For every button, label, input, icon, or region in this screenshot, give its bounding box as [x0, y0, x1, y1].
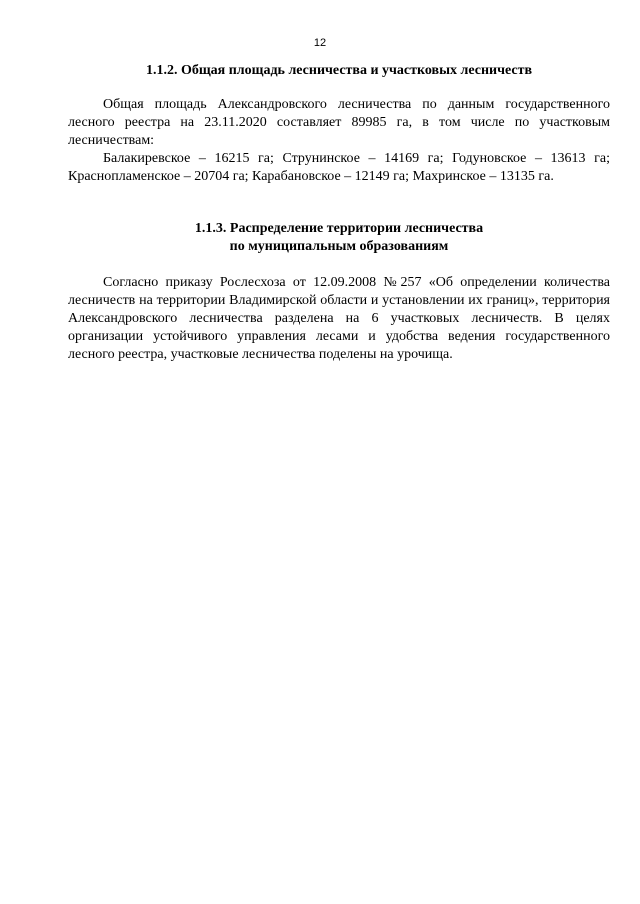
section-heading-distribution-line-1: 1.1.3. Распределение территории лесничества: [194, 221, 484, 236]
section-heading-distribution: [68, 220, 610, 256]
section-heading-total-area: 1.1.2. Общая площадь лесничества и участковых лесничеств: [145, 63, 533, 78]
page-content: [68, 62, 610, 364]
page-number: 12: [313, 37, 327, 49]
paragraph-total-area: Общая площадь Александровского лесничества по данным государственного лесного реестра на 23.11.2020 составляет 89985 га, в том числе по участковым лесничествам:: [68, 97, 610, 148]
paragraph-distribution: Согласно приказу Рослесхоза от 12.09.2008 №257 «Об определении количества лесничеств на территории Владимирской области и установлении их границ», территория Александровского лесничества разделена на 6 участковых лесничеств. В целях организации устойчивого управления лесами и удобства ведения государственного лесного реестра, участковые лесничества поделены на урочища.: [68, 275, 610, 362]
paragraph-district-areas: Балакиревское – 16215 га; Струнинское – 14169 га; Годуновское – 13613 га; Краснопламенское – 20704 га; Карабановское – 12149 га; Махринское – 13135 га.: [68, 151, 610, 184]
section-heading-distribution-line-2: по муниципальным образованиям: [229, 239, 449, 254]
